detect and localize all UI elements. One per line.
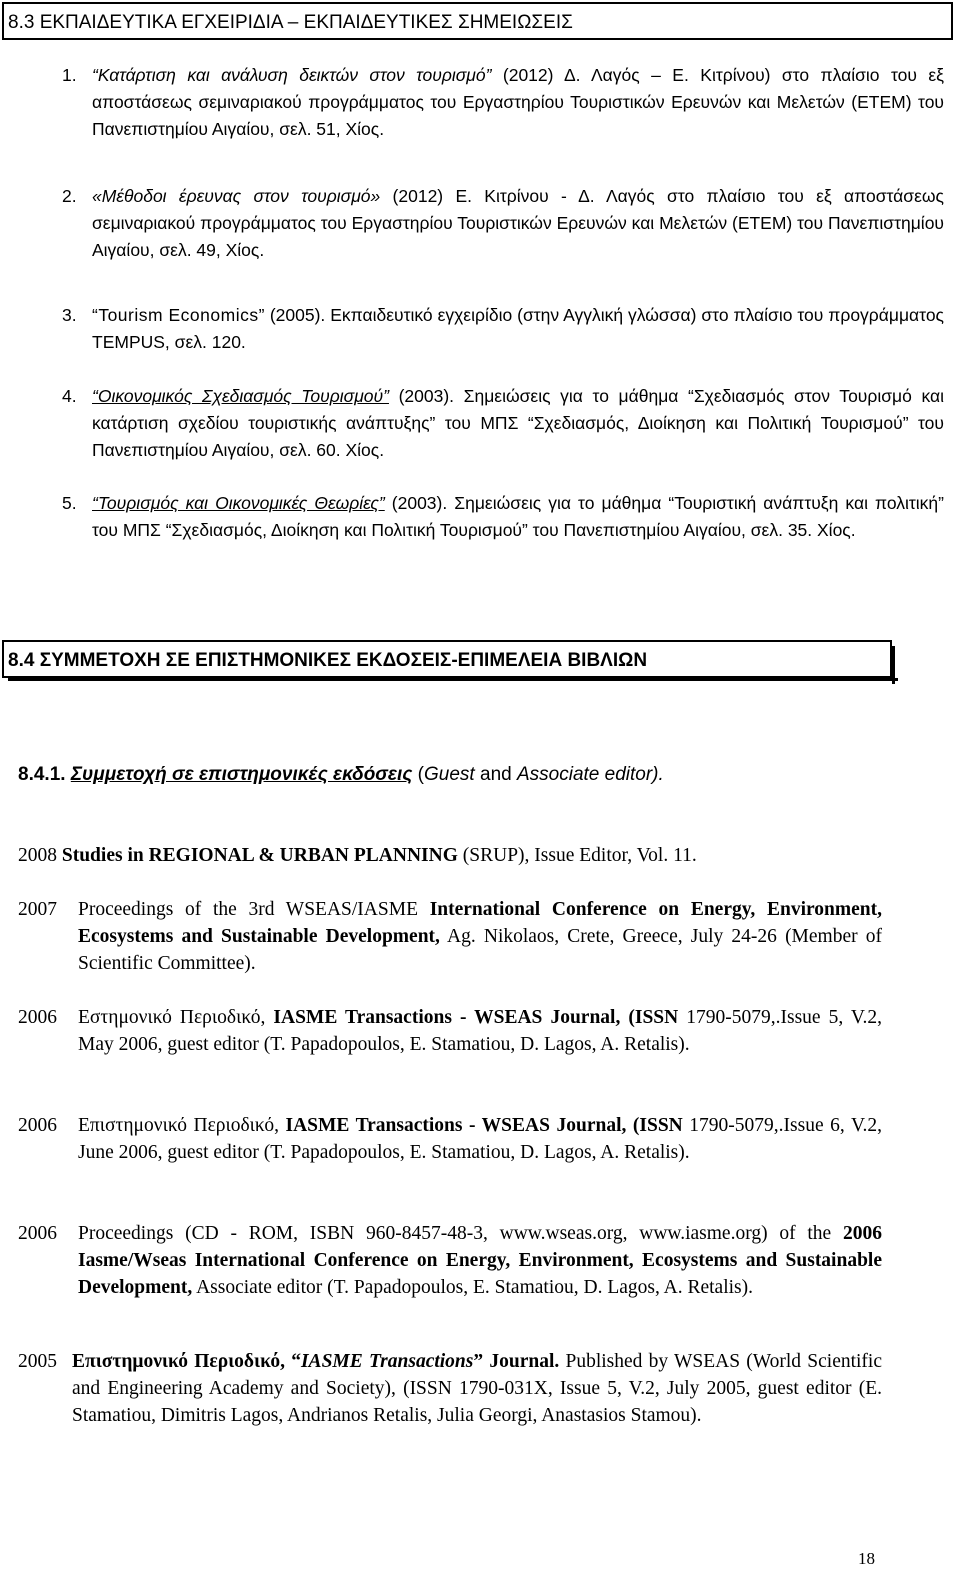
list-item: 3. “Tourism Economics” (2005). Εκπαιδευτικό εγχειρίδιο (στην Αγγλική γλώσσα) στο πλαίσιο του προγράμματος TEMPUS, σελ. 120. xyxy=(62,305,944,352)
section-heading-8-4 xyxy=(2,640,892,678)
page-number: 18 xyxy=(858,1549,875,1568)
list-item: 2. «Μέθοδοι έρευνας στον τουρισμό» (2012) Ε. Κιτρίνου - Δ. Λαγός στο πλαίσιο του εξ αποστάσεως σεμιναριακού προγράμματος του Εργαστηρίου Τουριστικών Ερευνών και Μελετών (ΕΤΕΜ) του Πανεπιστημίου Αιγαίου, σελ. 49, Χίος. xyxy=(62,186,944,260)
section-title: 8.3 ΕΚΠΑΙΔΕΥΤΙΚΑ ΕΓΧΕΙΡΙΔΙΑ – ΕΚΠΑΙΔΕΥΤΙΚΕΣ ΣΗΜΕΙΩΣΕΙΣ xyxy=(8,12,573,33)
document-page: 8.3 ΕΚΠΑΙΔΕΥΤΙΚΑ ΕΓΧΕΙΡΙΔΙΑ – ΕΚΠΑΙΔΕΥΤΙΚΕΣ ΣΗΜΕΙΩΣΕΙΣ 1. “Κατάρτιση και ανάλυση δεικτών στον τουρισμό” (2012) Δ. Λαγός – Ε. Κιτρίνου) στο πλαίσιο του εξ αποστάσεως σεμιναριακού προγράμματος του Εργαστηρίου Τουριστικών Ερευνών και Μελετών (ΕΤΕΜ) του Πανεπιστημίου Αιγαίου, σελ. 51, Χίος. 2. «Μέθοδοι έρευνας στον τουρισμό» (2012) Ε. Κιτρίνου - Δ. Λαγός στο πλαίσιο του εξ αποστάσεως σεμιναριακού προγράμματος του Εργαστηρίου Τουριστικών Ερευνών και Μελετών (ΕΤΕΜ) του Πανεπιστημίου Αιγαίου, σελ. 49, Χίος. 3. “Tourism Economics” (2005). Εκπαιδευτικό εγχειρίδιο (στην Αγγλική γλώσσα) στο πλαίσιο του προγράμματος TEMPUS, σελ. 120. 4. “Οικονομικός Σχεδιασμός Τουρισμού” (2003). Σημειώσεις για το μάθημα “Σχεδιασμός στον Τουρισμό και κατάρτιση σχεδίου τουριστικής ανάπτυξης” του ΜΠΣ “Σχεδιασμός, Διοίκηση και Πολιτική Τουρισμού” του Πανεπιστημίου Αιγαίου, σελ. 60. Χίος. 5. “Τουρισμός και Οικονομικές Θεωρίες” (2003). Σημειώσεις για το μάθημα “Τουριστική ανάπτυξη και πολιτική” του ΜΠΣ “Σχεδιασμός, Διοίκηση και Πολιτική Τουρισμού” του Πανεπιστημίου Αιγαίου, σελ. 35. Χίος. 8.4 ΣΥΜΜΕΤΟΧΗ ΣΕ ΕΠΙΣΤΗΜΟΝΙΚΕΣ ΕΚΔΟΣΕΙΣ-ΕΠΙΜΕΛΕΙΑ ΒΙΒΛΙΩΝ 8.4.1. Συμμετοχή σε επιστημονικές εκδόσεις (Guest and Associate editor). 2008 Studies in REGIONAL & URBAN PLANNING (SRUP), Issue Editor, Vol. 11. 2007 Proceedings of the 3rd WSEAS/IASME International Conference on Energy, Environment, Ecosystems and Sustainable Development, Ag. Nikolaos, Crete, Greece, July 24-26 (Member of Scientific Committee). 2006 Εστημονικό Περιοδικό, IASME Transactions - WSEAS Journal, (ISSN 1790-5079,.Issue 5, V.2, May 2006, guest editor (T. Papadopoulos, E. Stamatiou, D. Lagos, A. Retalis). 2006 Επιστημονικό Περιοδικό, IASME Transactions - WSEAS Journal, (ISSN 1790-5079,.Issue 6, V.2, June 2006, guest editor (T. Papadopoulos, E. Stamatiou, D. Lagos, A. Retalis). 2006 Proceedings (CD - ROM, ISBN 960-8457-48-3, www.wseas.org, www.iasme.org) of the 2006 Iasme/Wseas International Conference on Energy, Environment, Ecosystems and Sustainable Development, Associate editor (T. Papadopoulos, E. Stamatiou, D. Lagos, A. Retalis). 2005 Επιστημονικό Περιοδικό, “IASME Transactions” Journal. Published by WSEAS (World Scientific and Engineering Academy and Society), (ISSN 1790-031X, Issue 5, V.2, July 2005, guest editor (E. Stamatiou, Dimitris Lagos, Andrianos Retalis, Julia Georgi, Anastasios Stamou). 18 xyxy=(0,0,960,1574)
box-shadow xyxy=(8,678,898,681)
section-heading-8-3 xyxy=(2,2,953,40)
subsection-heading-8-4-1: 8.4.1. Συμμετοχή σε επιστημονικές εκδόσεις (Guest and Associate editor). xyxy=(18,764,664,785)
list-item: 1. “Κατάρτιση και ανάλυση δεικτών στον τουρισμό” (2012) Δ. Λαγός – Ε. Κιτρίνου) στο πλαίσιο του εξ αποστάσεως σεμιναριακού προγράμματος του Εργαστηρίου Τουριστικών Ερευνών και Μελετών (ΕΤΕΜ) του Πανεπιστημίου Αιγαίου, σελ. 51, Χίος. xyxy=(62,65,944,139)
publication-entry: 2008 Studies in REGIONAL & URBAN PLANNING (SRUP), Issue Editor, Vol. 11. xyxy=(18,845,697,866)
section-title: 8.4 ΣΥΜΜΕΤΟΧΗ ΣΕ ΕΠΙΣΤΗΜΟΝΙΚΕΣ ΕΚΔΟΣΕΙΣ-ΕΠΙΜΕΛΕΙΑ ΒΙΒΛΙΩΝ xyxy=(8,650,648,671)
list-item: 5. “Τουρισμός και Οικονομικές Θεωρίες” (2003). Σημειώσεις για το μάθημα “Τουριστική ανάπτυξη και πολιτική” του ΜΠΣ “Σχεδιασμός, Διοίκηση και Πολιτική Τουρισμού” του Πανεπιστημίου Αιγαίου, σελ. 35. Χίος. xyxy=(62,493,944,540)
list-item: 4. “Οικονομικός Σχεδιασμός Τουρισμού” (2003). Σημειώσεις για το μάθημα “Σχεδιασμός στον Τουρισμό και κατάρτιση σχεδίου τουριστικής ανάπτυξης” του ΜΠΣ “Σχεδιασμός, Διοίκηση και Πολιτική Τουρισμού” του Πανεπιστημίου Αιγαίου, σελ. 60. Χίος. xyxy=(62,386,944,460)
subsection-title: Συμμετοχή σε επιστημονικές εκδόσεις xyxy=(70,764,413,785)
